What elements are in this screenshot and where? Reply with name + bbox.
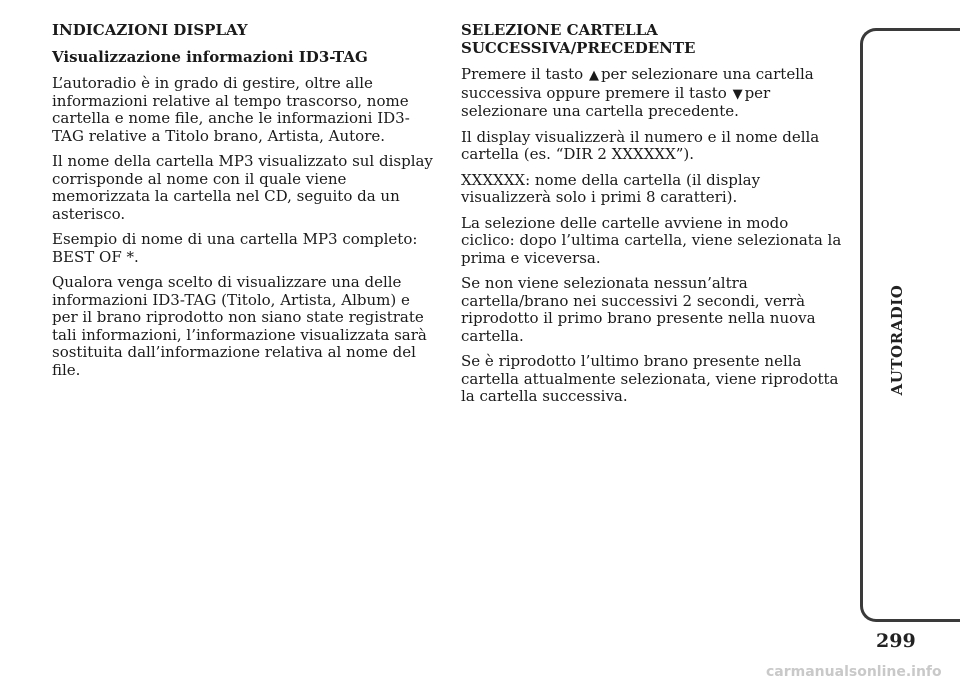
text: per selezionare una cartella successiva oppure premere il tasto bbox=[461, 65, 814, 102]
page-number: 299 bbox=[876, 630, 916, 652]
down-arrow-icon: ▼ bbox=[732, 86, 743, 102]
paragraph: La selezione delle cartelle avviene in modo ciclico: dopo l’ultima cartella, viene selezionata la prima e viceversa. bbox=[461, 213, 842, 267]
paragraph: L’autoradio è in grado di gestire, oltre alle informazioni relative al tempo trascorso, nome cartella e nome file, anche le informazioni ID3-TAG relative a Titolo brano, Artista, Autore. bbox=[52, 74, 410, 145]
paragraph: XXXXXX: nome della cartella (il display visualizzerà solo i primi 8 caratteri). bbox=[461, 170, 761, 206]
paragraph: Qualora venga scelto di visualizzare una delle informazioni ID3-TAG (Titolo, Artista, Album) e per il brano riprodotto non siano state registrate tali informazioni, l’informazione visualizzata sarà sostituita dall’informazione relativa al nome del file. bbox=[52, 273, 427, 379]
paragraph: Il nome della cartella MP3 visualizzato sul display corrisponde al nome con il quale viene memorizzata la cartella nel CD, seguito da un asterisco. bbox=[52, 152, 433, 223]
section-heading-display: INDICAZIONI DISPLAY bbox=[52, 21, 248, 39]
paragraph-button-instructions bbox=[461, 66, 845, 121]
watermark: carmanualsonline.info bbox=[766, 664, 942, 680]
section-heading-folder-selection: SELEZIONE CARTELLA SUCCESSIVA/PRECEDENTE bbox=[461, 21, 696, 57]
right-column bbox=[461, 22, 845, 414]
left-column bbox=[52, 22, 438, 387]
paragraph: Se è riprodotto l’ultimo brano presente nella cartella attualmente selezionata, viene riprodotta la cartella successiva. bbox=[461, 352, 839, 405]
paragraph: Esempio di nome di una cartella MP3 completo: BEST OF *. bbox=[52, 230, 418, 266]
paragraph: Il display visualizzerà il numero e il nome della cartella (es. “DIR 2 XXXXXX”). bbox=[461, 127, 820, 163]
paragraph: Se non viene selezionata nessun’altra cartella/brano nei successivi 2 secondi, verrà riprodotto il primo brano presente nella nuova cartella. bbox=[461, 274, 816, 345]
text: Premere il tasto bbox=[461, 65, 584, 83]
section-tab-frame bbox=[860, 28, 960, 622]
section-tab-label: AUTORADIO bbox=[888, 284, 906, 396]
subheading-id3-tag: Visualizzazione informazioni ID3-TAG bbox=[52, 47, 368, 66]
text: per selezionare una cartella precedente. bbox=[461, 83, 771, 120]
up-arrow-icon: ▲ bbox=[588, 68, 599, 83]
